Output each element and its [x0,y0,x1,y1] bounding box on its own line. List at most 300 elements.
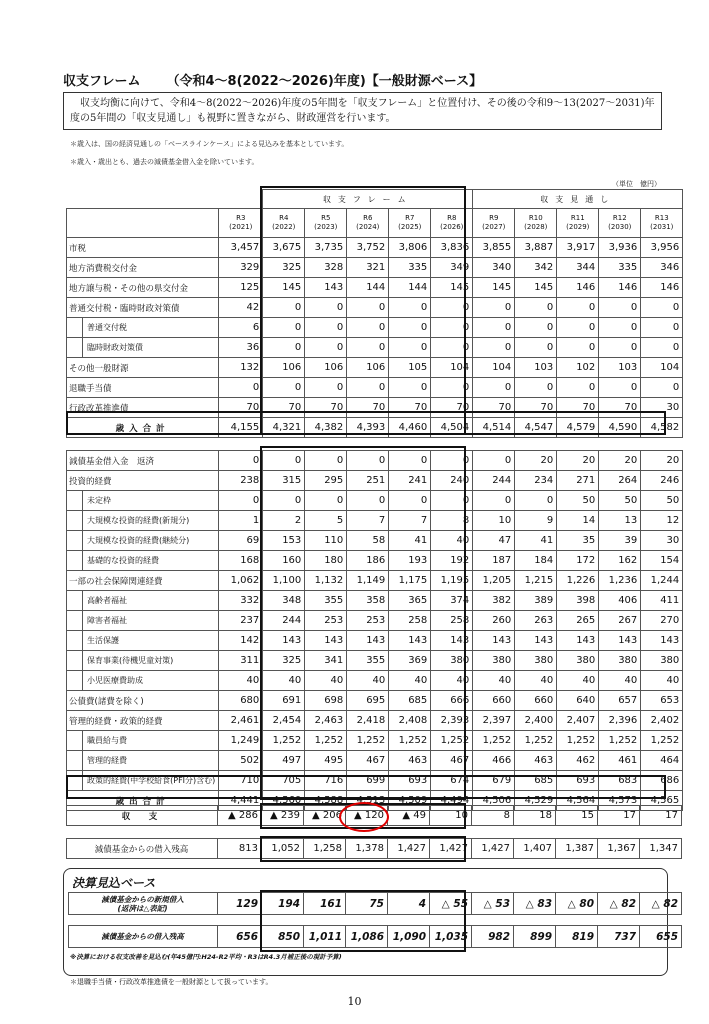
expenditure-value: 153 [263,531,305,551]
expenditure-value: 2 [263,511,305,531]
expenditure-row [67,471,683,491]
revenue-value: 4,590 [599,418,641,438]
expenditure-value: 160 [263,551,305,571]
debt-balance-value: 1,427 [430,839,472,859]
revenue-value: 36 [219,338,263,358]
expenditure-value: 251 [347,471,389,491]
revenue-value: 0 [389,298,431,318]
spacer-cell [67,438,683,451]
revenue-value: 0 [641,298,683,318]
year-header [599,209,641,238]
expenditure-value: 463 [389,751,431,771]
expenditure-value: 380 [515,651,557,671]
revenue-value: 4,382 [305,418,347,438]
expenditure-value: 40 [515,671,557,691]
revenue-value: 0 [431,318,473,338]
revenue-value: 106 [305,358,347,378]
revenue-value: 0 [599,378,641,398]
expenditure-value: 699 [347,771,389,791]
revenue-value: 104 [641,358,683,378]
new-borrow-label-cell [69,893,218,915]
blank-header-cell [67,190,263,209]
expenditure-value: 1,244 [641,571,683,591]
revenue-value: 70 [219,398,263,418]
expenditure-value: 398 [557,591,599,611]
expenditure-value: 685 [389,691,431,711]
expenditure-row [67,531,683,551]
new-borrow-value: △ 55 [430,893,472,915]
expenditure-value: 1 [219,511,263,531]
revenue-value: 3,806 [389,238,431,258]
debt-balance-table [66,838,682,859]
expenditure-value: 2,454 [263,711,305,731]
expenditure-total-label: 歳出合計 [67,791,219,811]
year-western: (2027) [482,223,506,231]
expenditure-value: 315 [263,471,305,491]
new-borrow-value: 4 [388,893,430,915]
year-western: (2030) [608,223,632,231]
balance-row [67,806,682,826]
revenue-value: 0 [305,378,347,398]
year-western: (2021) [229,223,253,231]
revenue-label: 地方消費税交付金 [67,258,219,278]
expenditure-value: 0 [263,451,305,471]
revenue-value: 0 [431,378,473,398]
expenditure-value: 40 [305,671,347,691]
expenditure-value: 143 [431,631,473,651]
balance-value: ▲ 206 [304,806,346,826]
expenditure-value: 4,564 [557,791,599,811]
revenue-value: 3,735 [305,238,347,258]
revenue-value: 0 [347,318,389,338]
settle-balance-value: 899 [514,926,556,948]
revenue-value: 3,956 [641,238,683,258]
expenditure-value: 35 [557,531,599,551]
revenue-value: 0 [389,378,431,398]
expenditure-value: 380 [641,651,683,671]
revenue-label: 退職手当債 [67,378,219,398]
intro-box [63,92,662,130]
settle-balance-value: 1,011 [304,926,346,948]
expenditure-value: 1,252 [263,731,305,751]
expenditure-value: 686 [641,771,683,791]
revenue-value: 0 [557,338,599,358]
expenditure-value: 4,513 [347,791,389,811]
revenue-value: 70 [557,398,599,418]
revenue-value: 4,547 [515,418,557,438]
revenue-value: 4,582 [641,418,683,438]
balance-value: 17 [640,806,682,826]
revenue-value: 0 [599,298,641,318]
revenue-row [67,258,683,278]
expenditure-value: 411 [641,591,683,611]
expenditure-value: 267 [599,611,641,631]
expenditure-row [67,491,683,511]
revenue-value: 145 [515,278,557,298]
year-header [431,209,473,238]
expenditure-row [67,511,683,531]
debt-balance-value: 813 [218,839,262,859]
expenditure-value: 240 [431,471,473,491]
debt-balance-value: 1,387 [556,839,598,859]
expenditure-value: 1,100 [263,571,305,591]
revenue-value: 328 [305,258,347,278]
expenditure-value: 374 [431,591,473,611]
expenditure-value: 7 [347,511,389,531]
settle-balance-label: 減債基金からの借入残高 [69,926,218,948]
expenditure-value: 462 [557,751,599,771]
year-reiwa: R8 [447,214,457,222]
expenditure-value: 695 [347,691,389,711]
debt-balance-value: 1,347 [640,839,682,859]
expenditure-sub-label: 大規模な投資的経費(新規分) [83,511,219,531]
year-header [347,209,389,238]
expenditure-value: 355 [305,591,347,611]
expenditure-value: 4,573 [599,791,641,811]
revenue-value: 143 [305,278,347,298]
expenditure-value: 0 [347,451,389,471]
expenditure-value: 382 [473,591,515,611]
revenue-value: 144 [389,278,431,298]
revenue-value: 0 [473,318,515,338]
expenditure-value: 244 [473,471,515,491]
expenditure-value: 4,509 [389,791,431,811]
revenue-value: 0 [263,378,305,398]
expenditure-value: 40 [473,671,515,691]
expenditure-value: 1,252 [431,731,473,751]
spacer-row [67,438,683,451]
balance-value: 10 [430,806,472,826]
expenditure-value: 234 [515,471,557,491]
settle-balance-value: 982 [472,926,514,948]
revenue-value: 42 [219,298,263,318]
expenditure-sub-label: 職員給与費 [83,731,219,751]
expenditure-value: 389 [515,591,557,611]
budget-table [66,189,683,811]
expenditure-value: 258 [389,611,431,631]
revenue-value: 106 [263,358,305,378]
expenditure-value: 406 [599,591,641,611]
balance-value: ▲ 239 [262,806,304,826]
revenue-value: 0 [347,298,389,318]
expenditure-value: 58 [347,531,389,551]
expenditure-value: 180 [305,551,347,571]
page-title [63,70,482,89]
revenue-value: 70 [473,398,515,418]
revenue-value: 0 [431,298,473,318]
revenue-row [67,298,683,318]
revenue-value: 145 [473,278,515,298]
expenditure-value: 1,249 [219,731,263,751]
year-header [515,209,557,238]
expenditure-value: 502 [219,751,263,771]
revenue-row [67,238,683,258]
revenue-value: 0 [641,318,683,338]
indent-cell [67,338,83,358]
revenue-value: 4,579 [557,418,599,438]
expenditure-value: 2,418 [347,711,389,731]
expenditure-value: 143 [389,631,431,651]
expenditure-value: 2,407 [557,711,599,731]
expenditure-value: 497 [263,751,305,771]
expenditure-value: 1,215 [515,571,557,591]
expenditure-value: 2,396 [599,711,641,731]
year-western: (2025) [398,223,422,231]
revenue-value: 4,504 [431,418,473,438]
year-western: (2031) [650,223,674,231]
revenue-value: 3,887 [515,238,557,258]
revenue-value: 0 [347,338,389,358]
revenue-value: 146 [641,278,683,298]
expenditure-value: 263 [515,611,557,631]
expenditure-value: 40 [347,671,389,691]
expenditure-value: 693 [389,771,431,791]
revenue-value: 0 [557,318,599,338]
expenditure-value: 716 [305,771,347,791]
balance-value: ▲ 286 [218,806,262,826]
expenditure-value: 1,252 [641,731,683,751]
expenditure-row [67,651,683,671]
expenditure-value: 2,408 [389,711,431,731]
revenue-label: 行政改革推進債 [67,398,219,418]
expenditure-value: 461 [599,751,641,771]
year-western: (2024) [356,223,380,231]
expenditure-value: 660 [515,691,557,711]
expenditure-value: 657 [599,691,641,711]
debt-balance-value: 1,407 [514,839,556,859]
revenue-row [67,378,683,398]
revenue-value: 0 [515,318,557,338]
expenditure-sub-label: 障害者福祉 [83,611,219,631]
revenue-value: 340 [473,258,515,278]
expenditure-value: 355 [347,651,389,671]
expenditure-value: 20 [599,451,641,471]
expenditure-value: 40 [219,671,263,691]
expenditure-value: 666 [431,691,473,711]
expenditure-value: 110 [305,531,347,551]
indent-cell [67,651,83,671]
expenditure-value: 40 [599,671,641,691]
revenue-value: 3,752 [347,238,389,258]
revenue-value: 0 [431,338,473,358]
revenue-value: 4,514 [473,418,515,438]
expenditure-value: 341 [305,651,347,671]
year-western: (2026) [440,223,464,231]
expenditure-value: 2,461 [219,711,263,731]
expenditure-value: 41 [515,531,557,551]
expenditure-value: 154 [641,551,683,571]
note-2: ＊歳入・歳出とも、過去の減債基金借入金を除いています。 [70,158,259,166]
expenditure-value: 380 [473,651,515,671]
balance-table [66,805,682,826]
expenditure-value: 143 [347,631,389,651]
revenue-value: 0 [515,338,557,358]
expenditure-label: 投資的経費 [67,471,219,491]
expenditure-value: 20 [515,451,557,471]
revenue-value: 346 [641,258,683,278]
expenditure-value: 710 [219,771,263,791]
year-reiwa: R5 [321,214,331,222]
new-borrow-value: 194 [262,893,304,915]
expenditure-value: 0 [263,491,305,511]
expenditure-value: 143 [641,631,683,651]
revenue-value: 30 [641,398,683,418]
debt-balance-row [67,839,682,859]
expenditure-value: 258 [431,611,473,631]
expenditure-value: 295 [305,471,347,491]
expenditure-value: 143 [599,631,641,651]
expenditure-value: 693 [557,771,599,791]
revenue-value: 0 [389,338,431,358]
settle-balance-value: 737 [598,926,640,948]
expenditure-value: 172 [557,551,599,571]
revenue-value: 321 [347,258,389,278]
expenditure-row [67,451,683,471]
expenditure-value: 39 [599,531,641,551]
expenditure-value: 2,402 [641,711,683,731]
year-reiwa: R7 [405,214,415,222]
indent-cell [67,531,83,551]
expenditure-value: 380 [599,651,641,671]
expenditure-value: 1,149 [347,571,389,591]
expenditure-value: 463 [515,751,557,771]
revenue-value: 0 [305,318,347,338]
new-borrow-value: 75 [346,893,388,915]
revenue-value: 4,321 [263,418,305,438]
revenue-value: 3,675 [263,238,305,258]
expenditure-value: 40 [557,671,599,691]
expenditure-value: 20 [641,451,683,471]
expenditure-value: 380 [431,651,473,671]
expenditure-value: 186 [347,551,389,571]
revenue-sub-label: 臨時財政対策債 [83,338,219,358]
expenditure-sub-label: 管理的経費 [83,751,219,771]
expenditure-value: 1,252 [389,731,431,751]
expenditure-value: 143 [263,631,305,651]
year-western: (2029) [566,223,590,231]
expenditure-value: 4,506 [473,791,515,811]
expenditure-value: 50 [557,491,599,511]
expenditure-value: 1,062 [219,571,263,591]
expenditure-value: 698 [305,691,347,711]
expenditure-value: 0 [219,491,263,511]
year-reiwa: R10 [528,214,543,222]
expenditure-value: 674 [431,771,473,791]
revenue-value: 329 [219,258,263,278]
expenditure-value: 14 [557,511,599,531]
group-label-outlook: 収支見通し [473,190,683,209]
expenditure-sub-label: 小児医療費助成 [83,671,219,691]
expenditure-value: 168 [219,551,263,571]
revenue-value: 145 [263,278,305,298]
expenditure-value: 1,132 [305,571,347,591]
expenditure-value: 653 [641,691,683,711]
expenditure-value: 12 [641,511,683,531]
expenditure-row [67,551,683,571]
expenditure-value: 380 [557,651,599,671]
revenue-value: 0 [599,338,641,358]
year-header [557,209,599,238]
indent-cell [67,591,83,611]
year-western: (2023) [314,223,338,231]
indent-cell [67,671,83,691]
expenditure-row [67,711,683,731]
revenue-value: 335 [599,258,641,278]
debt-balance-value: 1,258 [304,839,346,859]
expenditure-value: 5 [305,511,347,531]
expenditure-value: 192 [431,551,473,571]
new-borrow-value: △ 53 [472,893,514,915]
indent-cell [67,751,83,771]
page-number: 10 [347,995,362,1008]
revenue-value: 0 [389,318,431,338]
expenditure-value: 69 [219,531,263,551]
expenditure-value: 238 [219,471,263,491]
expenditure-value: 683 [599,771,641,791]
unit-label: （単位 億円） [612,180,661,188]
expenditure-value: 679 [473,771,515,791]
revenue-value: 70 [599,398,641,418]
expenditure-value: 685 [515,771,557,791]
revenue-value: 0 [219,378,263,398]
expenditure-sub-label: 未定枠 [83,491,219,511]
revenue-value: 103 [515,358,557,378]
balance-label: 収 支 [67,806,218,826]
balance-value: 17 [598,806,640,826]
expenditure-value: 0 [219,451,263,471]
revenue-value: 335 [389,258,431,278]
expenditure-value: 9 [515,511,557,531]
indent-cell [67,771,83,791]
revenue-value: 0 [473,298,515,318]
revenue-value: 0 [263,338,305,358]
revenue-value: 70 [389,398,431,418]
revenue-label: 普通交付税・臨時財政対策債 [67,298,219,318]
settle-balance-value: 1,035 [430,926,472,948]
revenue-value: 0 [473,338,515,358]
year-header [641,209,683,238]
expenditure-value: 1,205 [473,571,515,591]
expenditure-value: 2,397 [473,711,515,731]
revenue-value: 349 [431,258,473,278]
settle-balance-value: 819 [556,926,598,948]
revenue-value: 0 [473,378,515,398]
revenue-value: 0 [599,318,641,338]
revenue-value: 3,457 [219,238,263,258]
revenue-value: 0 [305,298,347,318]
revenue-value: 4,393 [347,418,389,438]
new-borrow-label: 減債基金からの新規借入 [101,894,184,904]
expenditure-value: 1,252 [305,731,347,751]
settle-spacer-cell [69,915,682,926]
expenditure-value: 325 [263,651,305,671]
new-borrow-value: △ 82 [598,893,640,915]
expenditure-value: 466 [473,751,515,771]
expenditure-row [67,591,683,611]
expenditure-value: 0 [347,491,389,511]
expenditure-value: 365 [389,591,431,611]
year-western: (2022) [272,223,296,231]
balance-value: 18 [514,806,556,826]
expenditure-value: 1,252 [599,731,641,751]
expenditure-value: 162 [599,551,641,571]
settle-balance-value: 656 [218,926,262,948]
revenue-value: 103 [599,358,641,378]
indent-cell [67,318,83,338]
year-reiwa: R13 [654,214,669,222]
expenditure-value: 246 [641,471,683,491]
expenditure-value: 237 [219,611,263,631]
